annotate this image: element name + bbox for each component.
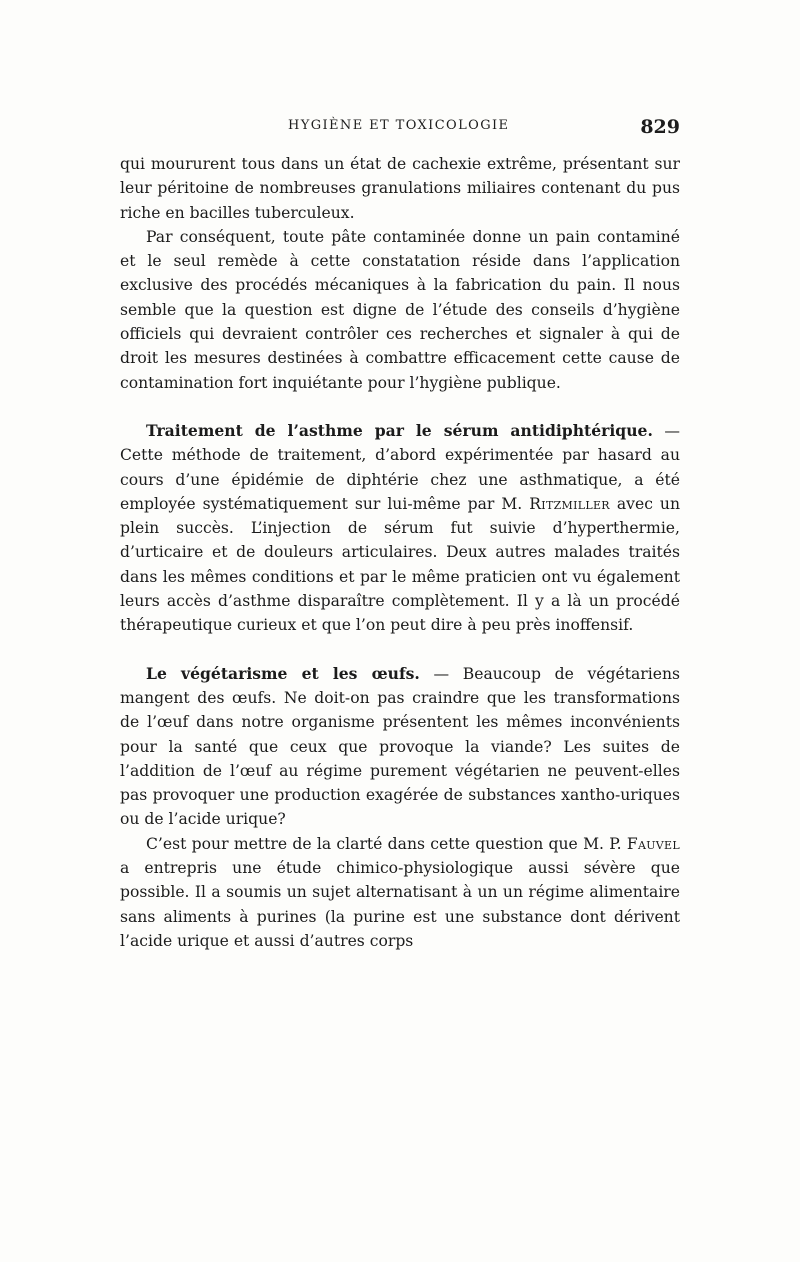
page-header <box>120 118 680 138</box>
article-vegetarianism <box>120 662 680 832</box>
article-text: — Beaucoup de végétariens mangent des œufs. Ne doit-on pas craindre que les transformations de l’œuf dans notre organisme présentent les mêmes inconvénients pour la santé que ceux que provoque la viande? Les suites de l’addition de l’œuf au régime purement végétarien ne peuvent-elles pas provoquer une production exagérée de substances xantho-uriques ou de l’acide urique? <box>120 664 680 829</box>
body-text <box>120 152 680 953</box>
running-head: HYGIÈNE ET TOXICOLOGIE <box>288 118 510 133</box>
paragraph-text: Par conséquent, toute pâte contaminée donne un pain contaminé et le seul remède à cette constatation réside dans l’application exclusive des procédés mécaniques à la fabrication du pain. Il nous semble que la question est digne de l’étude des conseils d’hygiène officiels qui devraient contrôler ces recherches et signaler à qui de droit les mesures destinées à combattre efficacement cette cause de contamination fort inquiétante pour l’hygiène publique. <box>120 227 680 392</box>
article-title-vegetarianism: Le végétarisme et les œufs. <box>146 663 420 683</box>
author-name: Fauvel <box>626 834 680 853</box>
paragraph-text: C’est pour mettre de la clarté dans cette question que M. P. <box>146 834 627 853</box>
article-title-asthma: Traitement de l’asthme par le sérum antidiphtérique. <box>146 420 653 440</box>
paragraph-conclusion <box>120 225 680 395</box>
paragraph-continuation <box>120 152 680 225</box>
paragraph-text: a entrepris une étude chimico-physiologique aussi sévère que possible. Il a soumis un sujet alternatisant à un un régime alimentaire sans aliments à purines (la purine est une substance dont dérivent l’acide urique et aussi d’autres corps <box>120 859 680 950</box>
paragraph-study <box>120 832 680 953</box>
article-text: avec un plein succès. L’injection de sérum fut suivie d’hyperthermie, d’urticaire et de douleurs articulaires. Deux autres malades traités dans les mêmes conditions et par le même praticien ont vu également leurs accès d’asthme disparaître complètement. Il y a là un procédé thérapeutique curieux et que l’on peut dire à peu près inoffensif. <box>120 494 681 635</box>
article-text: — Cette méthode de traitement, d’abord expérimentée par hasard au cours d’une épidémie de diphtérie chez une asthmatique, a été employée systématiquement sur lui-même par M. <box>120 421 680 513</box>
author-name: Ritzmiller <box>529 494 610 513</box>
page-number: 829 <box>640 116 680 138</box>
paragraph-text: qui moururent tous dans un état de cachexie extrême, présentant sur leur péritoine de nombreuses granulations miliaires contenant du pus riche en bacilles tuberculeux. <box>120 155 680 222</box>
article-asthma <box>120 419 680 638</box>
